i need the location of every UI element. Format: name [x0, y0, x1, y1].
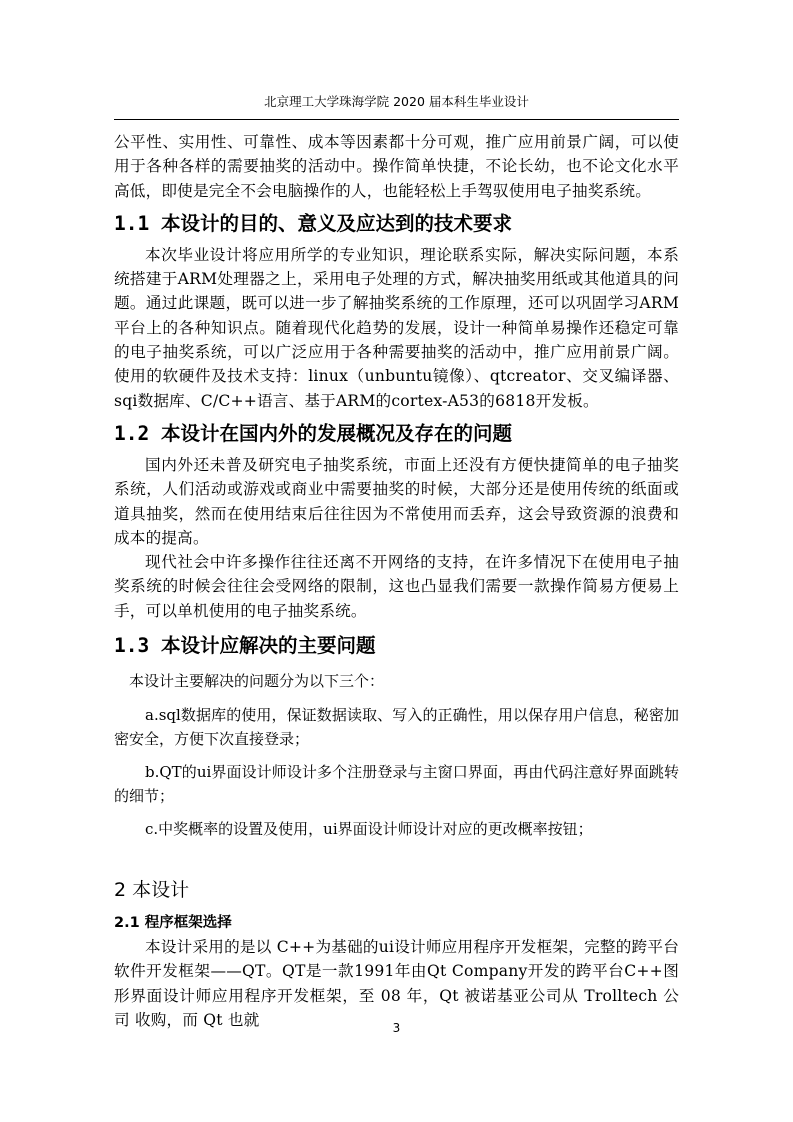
header-rule — [114, 119, 679, 120]
section-1-1-paragraph: 本次毕业设计将应用所学的专业知识，理论联系实际，解决实际问题，本系统搭建于ARM处理器之上，采用电子处理的方式，解决抽奖用纸或其他道具的问题。通过此课题，既可以进一步了解抽奖系统的工作原理，还可以巩固学习ARM平台上的各种知识点。随着现代化趋势的发展，设计一种简单易操作还稳定可靠的电子抽奖系统，可以广泛应用于各种需要抽奖的活动中，推广应用前景广阔。使用的软硬件及技术支持：linux（unbuntu镜像）、qtcreator、交叉编译器、sqi数据库、C/C++语言、基于ARM的cortex-A53的6818开发板。 — [114, 245, 679, 410]
running-header: 北京理工大学珠海学院 2020 届本科生毕业设计 — [264, 94, 529, 109]
section-2-1-heading: 2.1 程序框架选择 — [114, 915, 232, 932]
list-item-b: b.QT的ui界面设计师设计多个注册登录与主窗口界面，再由代码注意好界面跳转的细节； — [114, 762, 679, 806]
section-1-2-paragraph-2: 现代社会中许多操作往往还离不开网络的支持，在许多情况下在使用电子抽奖系统的时候会往往会受网络的限制，这也凸显我们需要一款操作简易方便易上手，可以单机使用的电子抽奖系统。 — [114, 553, 679, 620]
section-1-2-heading: 1.2 本设计在国内外的发展概况及存在的问题 — [114, 421, 512, 445]
page-body — [114, 127, 679, 1032]
section-2-heading: 2 本设计 — [114, 879, 190, 902]
intro-paragraph: 公平性、实用性、可靠性、成本等因素都十分可观，推广应用前景广阔，可以使用于各种各样的需要抽奖的活动中。操作简单快捷，不论长幼，也不论文化水平高低，即使是完全不会电脑操作的人，也能轻松上手驾驭使用电子抽奖系统。 — [114, 133, 679, 200]
list-item-a: a.sql数据库的使用，保证数据读取、写入的正确性，用以保存用户信息，秘密加密安全，方便下次直接登录； — [114, 705, 679, 749]
section-1-3-lead: 本设计主要解决的问题分为以下三个： — [129, 672, 385, 691]
section-1-2-paragraph-1: 国内外还未普及研究电子抽奖系统，市面上还没有方便快捷简单的电子抽奖系统，人们活动或游戏或商业中需要抽奖的时候，大部分还是使用传统的纸面或道具抽奖，然而在使用结束后往往因为不常使用而丢弃，这会导致资源的浪费和成本的提高。 — [114, 455, 679, 547]
page-number: 3 — [392, 1021, 401, 1035]
section-1-1-heading: 1.1 本设计的目的、意义及应达到的技术要求 — [114, 211, 512, 235]
section-2-1-paragraph: 本设计采用的是以 C++为基础的ui设计师应用程序开发框架，完整的跨平台软件开发框架——QT。QT是一款1991年由Qt Company开发的跨平台C++图形界面设计师应用程序开发框架，至 08 年，Qt 被诺基亚公司从 Trolltech 公司 收购，而 Qt 也就 — [114, 938, 679, 1029]
list-item-c: c.中奖概率的设置及使用，ui界面设计师设计对应的更改概率按钮； — [145, 819, 593, 838]
section-1-3-heading: 1.3 本设计应解决的主要问题 — [114, 634, 376, 658]
